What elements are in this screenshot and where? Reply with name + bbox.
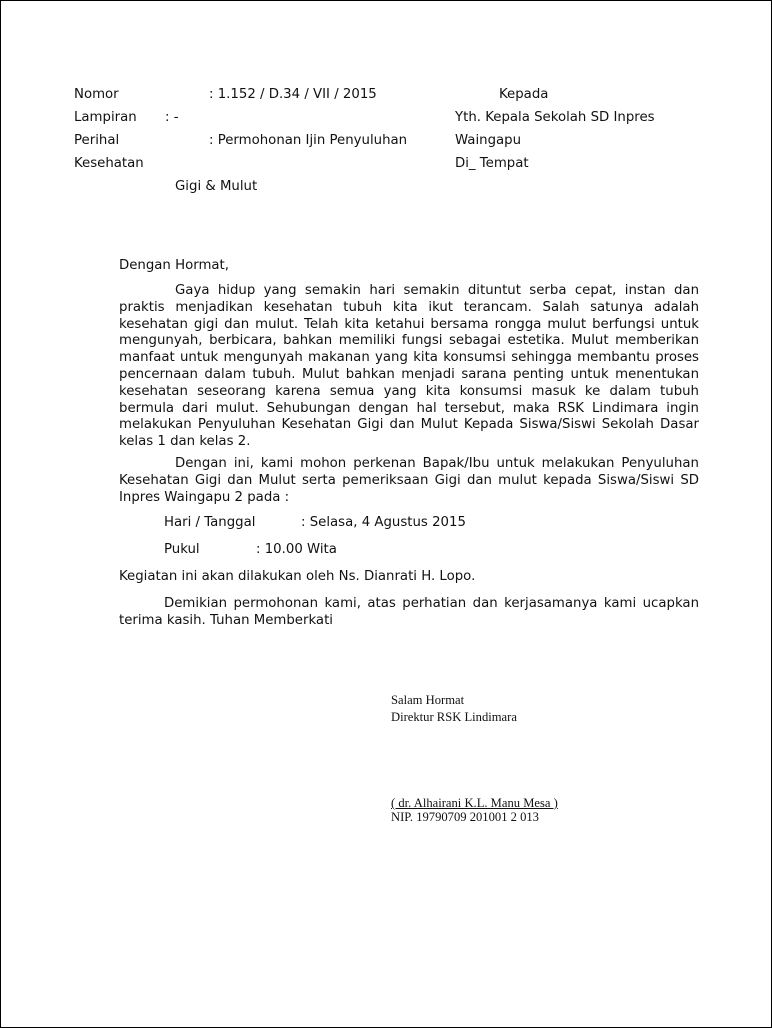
signature-nip: NIP. 19790709 201001 2 013 [391, 810, 539, 824]
closing-paragraph [119, 596, 699, 630]
paragraph-2 [119, 456, 699, 506]
lampiran-value: : - [165, 110, 179, 125]
recipient-line1: Yth. Kepala Sekolah SD Inpres [455, 110, 655, 125]
perihal-line3: Gigi & Mulut [175, 179, 258, 194]
paragraph-1 [119, 283, 699, 451]
signature-name: ( dr. Alhairani K.L. Manu Mesa ) [391, 796, 558, 810]
pukul-value: : 10.00 Wita [256, 542, 337, 557]
paragraph-2-text: Dengan ini, kami mohon perkenan Bapak/Ibu untuk melakukan Penyuluhan Kesehatan Gigi dan Mulut serta pemeriksaan Gigi dan mulut kepada Siswa/Siswi SD Inpres Waingapu 2 pada : [119, 456, 699, 505]
paragraph-1-text: Gaya hidup yang semakin hari semakin dituntut serba cepat, instan dan praktis menjadikan kesehatan tubuh kita ikut terancam. Salah satunya adalah kesehatan gigi dan mulut. Telah kita ketahui bersama rongga mulut berfungsi untuk mengunyah, berbicara, bahkan memiliki fungsi sebagai estetika. Mulut memberikan manfaat untuk mengunyah makanan yang kita konsumsi sehingga membantu proses pencernaan dalam tubuh. Mulut bahkan menjadi sarana penting untuk menentukan kesehatan seseorang karena semua yang kita konsumsi masuk ke dalam tubuh bermula dari mulut. Sehubungan dengan hal tersebut, maka RSK Lindimara ingin melakukan Penyuluhan Kesehatan Gigi dan Mulut Kepada Siswa/Siswi Sekolah Dasar kelas 1 dan kelas 2. [119, 283, 699, 450]
salutation: Dengan Hormat, [119, 258, 229, 273]
hari-value: : Selasa, 4 Agustus 2015 [301, 515, 466, 530]
pukul-label: Pukul [164, 542, 200, 557]
nomor-value: : 1.152 / D.34 / VII / 2015 [209, 87, 377, 102]
closing-text: Demikian permohonan kami, atas perhatian dan kerjasamanya kami ucapkan terima kasih. Tuhan Memberkati [119, 596, 699, 628]
nomor-label: Nomor [74, 87, 119, 102]
recipient-line3: Di_ Tempat [455, 156, 529, 171]
recipient-line2: Waingapu [455, 133, 522, 148]
perihal-line2: Kesehatan [74, 156, 144, 171]
signature-title: Direktur RSK Lindimara [391, 710, 517, 724]
kegiatan-text: Kegiatan ini akan dilakukan oleh Ns. Dianrati H. Lopo. [119, 569, 476, 584]
hari-label: Hari / Tanggal [164, 515, 256, 530]
perihal-label: Perihal [74, 133, 120, 148]
perihal-value: : Permohonan Ijin Penyuluhan [209, 133, 408, 148]
signature-salam: Salam Hormat [391, 693, 465, 707]
lampiran-label: Lampiran [74, 110, 137, 125]
recipient-kepada: Kepada [499, 87, 549, 102]
